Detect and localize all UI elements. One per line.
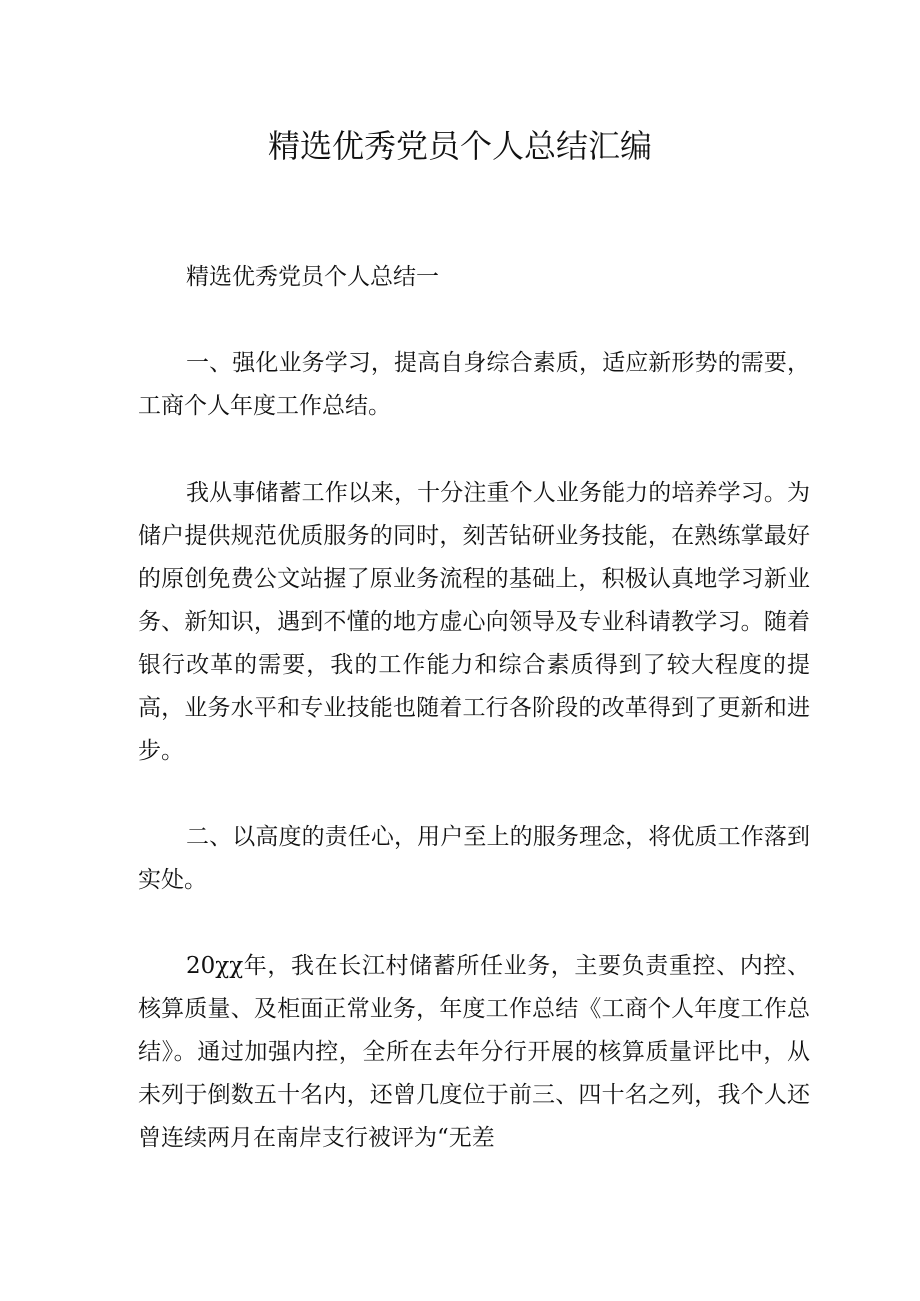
- document-title: 精选优秀党员个人总结汇编: [267, 127, 652, 165]
- paragraph-1: 一、强化业务学习，提高自身综合素质，适应新形势的需要，工商个人年度工作总结。: [138, 350, 810, 419]
- section-heading: 精选优秀党员个人总结一: [186, 264, 439, 290]
- paragraph-2: 我从事储蓄工作以来，十分注重个人业务能力的培养学习。为储户提供规范优质服务的同时，刻苦钻研业务技能，在熟练掌最好的原创免费公文站握了原业务流程的基础上，积极认真地学习新业务、新知识，遇到不懂的地方虚心向领导及专业科请教学习。随着银行改革的需要，我的工作能力和综合素质得到了较大程度的提高，业务水平和专业技能也随着工行各阶段的改革得到了更新和进步。: [138, 480, 810, 764]
- paragraph-4: 20χχ年，我在长江村储蓄所任业务，主要负责重控、内控、核算质量、及柜面正常业务，年度工作总结《工商个人年度工作总结》。通过加强内控，全所在去年分行开展的核算质量评比中，从未列于倒数五十名内，还曾几度位于前三、四十名之列，我个人还曾连续两月在南岸支行被评为“无差: [138, 953, 810, 1151]
- paragraph-3: 二、以高度的责任心，用户至上的服务理念，将优质工作落到实处。: [138, 824, 810, 893]
